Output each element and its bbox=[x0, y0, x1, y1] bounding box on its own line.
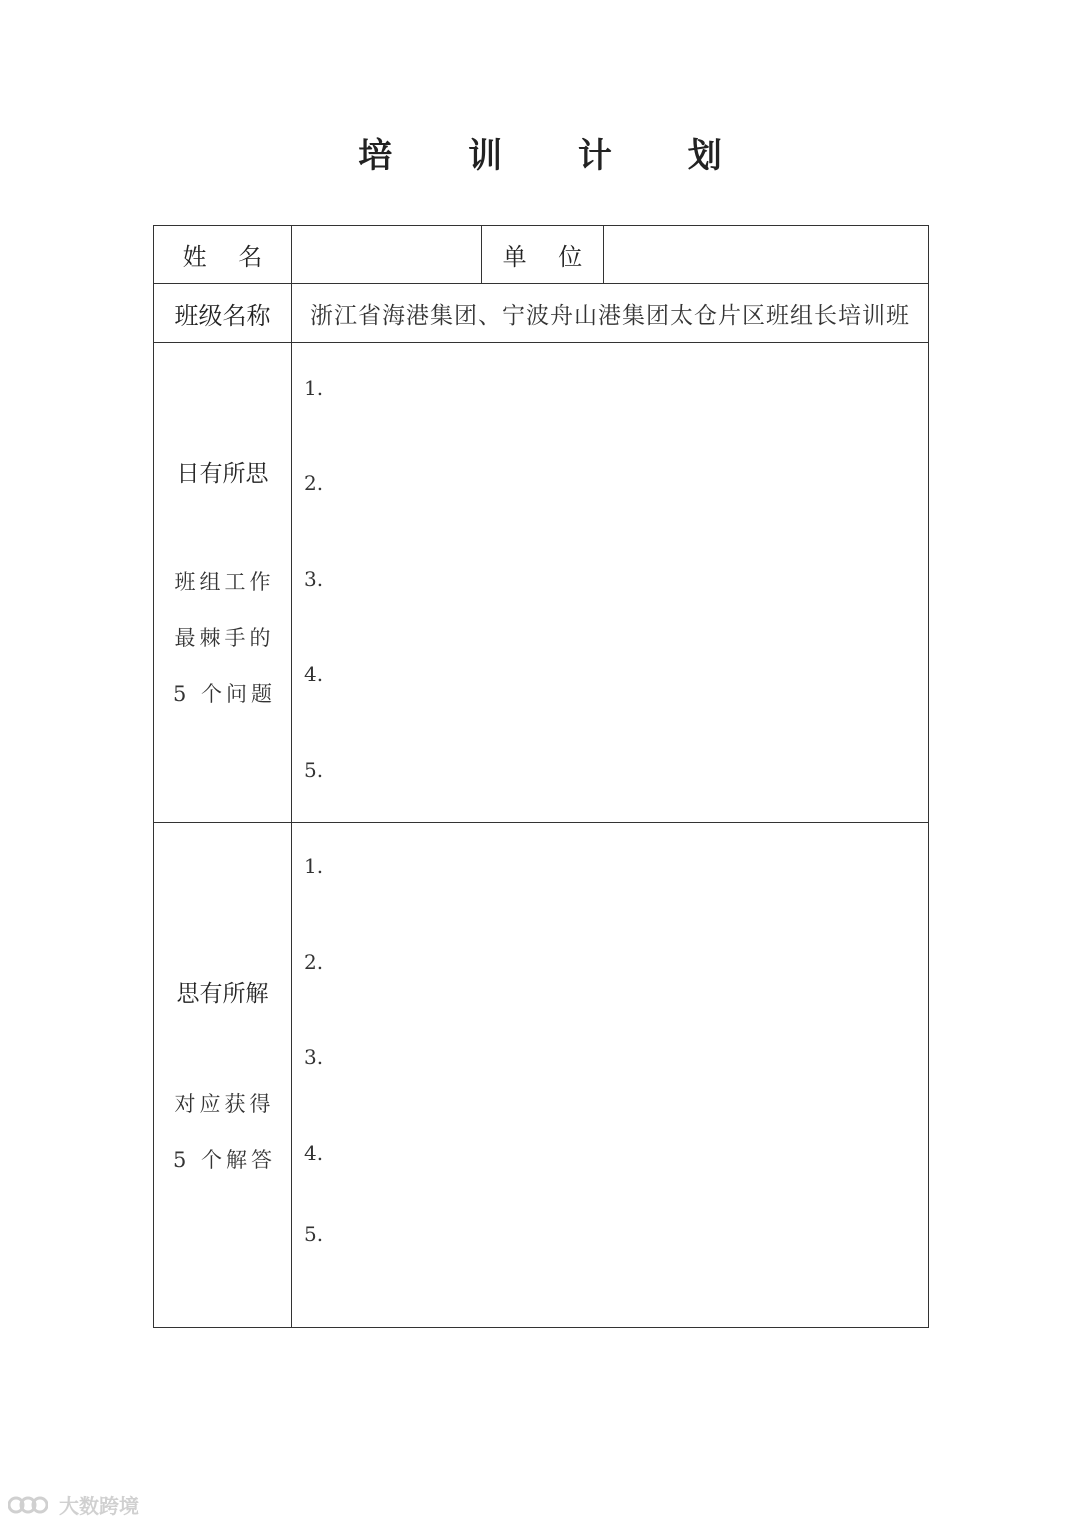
training-plan-form bbox=[153, 225, 929, 1328]
unit-field[interactable] bbox=[604, 226, 929, 284]
page-title: 培 训 计 划 bbox=[358, 136, 754, 176]
solutions-subtitle bbox=[154, 1076, 291, 1188]
problems-subtitle bbox=[154, 554, 291, 722]
problems-row bbox=[154, 343, 929, 823]
solution-item-number: 4. bbox=[304, 1141, 324, 1165]
problems-title: 日有所思 bbox=[176, 461, 269, 487]
watermark bbox=[8, 1490, 139, 1521]
brand-logo-icon bbox=[8, 1494, 48, 1521]
problems-subtitle-line: 5 个问题 bbox=[172, 682, 277, 706]
solutions-row bbox=[154, 823, 929, 1328]
problems-answer-cell[interactable] bbox=[292, 343, 929, 823]
class-name-label: 班级名称 bbox=[154, 284, 292, 343]
solutions-answer-cell[interactable] bbox=[292, 823, 929, 1328]
unit-label: 单 位 bbox=[482, 226, 604, 284]
problems-subtitle-line: 班组工作 bbox=[174, 570, 275, 594]
solution-item-number: 2. bbox=[304, 950, 324, 974]
watermark-text: 大数跨境 bbox=[58, 1494, 139, 1518]
solutions-subtitle-line: 对应获得 bbox=[174, 1092, 275, 1116]
problem-item-number: 1. bbox=[304, 376, 324, 400]
solutions-subtitle-line: 5 个解答 bbox=[172, 1148, 277, 1172]
problem-item-number: 4. bbox=[304, 662, 324, 686]
solution-item-number: 5. bbox=[304, 1222, 324, 1246]
problems-label-cell bbox=[154, 343, 292, 823]
header-row bbox=[154, 226, 929, 284]
solution-item-number: 1. bbox=[304, 854, 324, 878]
problem-item-number: 2. bbox=[304, 471, 324, 495]
class-name-value: 浙江省海港集团、宁波舟山港集团太仓片区班组长培训班 bbox=[292, 284, 929, 343]
name-label: 姓 名 bbox=[154, 226, 292, 284]
class-row bbox=[154, 284, 929, 343]
name-field[interactable] bbox=[292, 226, 482, 284]
problem-item-number: 3. bbox=[304, 567, 324, 591]
problems-subtitle-line: 最棘手的 bbox=[174, 626, 275, 650]
solution-item-number: 3. bbox=[304, 1045, 324, 1069]
problem-item-number: 5. bbox=[304, 758, 324, 782]
solutions-title: 思有所解 bbox=[176, 981, 269, 1007]
solutions-label-cell bbox=[154, 823, 292, 1328]
